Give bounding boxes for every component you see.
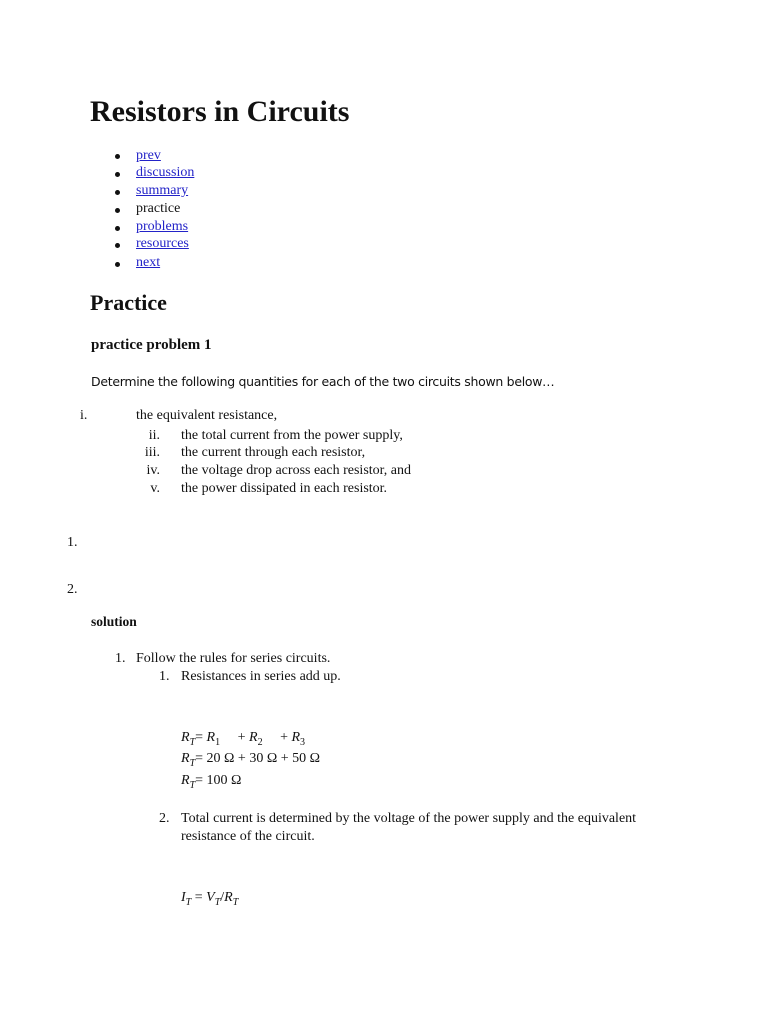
- section-title: Practice: [90, 290, 167, 315]
- eq-var: R: [291, 730, 301, 745]
- bullet-icon: [115, 190, 120, 195]
- equation-rt-sum: [181, 729, 305, 752]
- eq-sub: T: [189, 736, 196, 748]
- eq-op: =: [191, 890, 207, 905]
- circuit-2-number: 2.: [67, 582, 78, 597]
- eq-var: R: [224, 890, 233, 905]
- eq-sub: 2: [257, 736, 263, 748]
- nav-summary[interactable]: summary: [136, 183, 189, 198]
- equation-rt-values: [181, 750, 320, 773]
- list-item: the voltage drop across each resistor, and: [181, 463, 411, 478]
- problem-title: practice problem 1: [91, 337, 212, 353]
- eq-sub: T: [232, 896, 239, 908]
- bullet-icon: [115, 154, 120, 159]
- list-item: the equivalent resistance,: [136, 408, 278, 423]
- substep-text-line1: Total current is determined by the voltage of the power supply and the equivalent: [181, 811, 637, 826]
- bullet-icon: [115, 262, 120, 267]
- eq-rhs: = 20 Ω + 30 Ω + 50 Ω: [195, 751, 321, 766]
- eq-sub: T: [185, 896, 192, 908]
- list-number: iii.: [144, 445, 160, 460]
- eq-op: +: [237, 730, 249, 745]
- bullet-icon: [115, 172, 120, 177]
- equation-it: [181, 889, 238, 912]
- list-item: the current through each resistor,: [181, 445, 366, 460]
- substep-text-line2: resistance of the circuit.: [181, 829, 315, 844]
- eq-sub: T: [189, 757, 196, 769]
- nav-prev[interactable]: prev: [136, 148, 161, 163]
- eq-var: R: [206, 730, 216, 745]
- eq-sub: 1: [215, 736, 221, 748]
- eq-var: R: [181, 773, 190, 788]
- eq-sub: 3: [300, 736, 306, 748]
- solution-label: solution: [91, 614, 137, 629]
- eq-var: I: [181, 890, 186, 905]
- step-number: 1.: [115, 651, 126, 666]
- list-number: v.: [150, 481, 160, 496]
- bullet-icon: [115, 243, 120, 248]
- list-number: iv.: [146, 463, 160, 478]
- nav-practice-current: practice: [136, 201, 181, 216]
- nav-discussion[interactable]: discussion: [136, 165, 195, 180]
- eq-op: =: [195, 730, 207, 745]
- list-item: the total current from the power supply,: [181, 428, 403, 443]
- circuit-1-number: 1.: [67, 535, 78, 550]
- substep-number: 2.: [159, 811, 170, 826]
- substep-number: 1.: [159, 669, 170, 684]
- eq-var: R: [181, 730, 190, 745]
- nav-next[interactable]: next: [136, 255, 161, 270]
- eq-op: /: [220, 890, 225, 905]
- problem-intro: Determine the following quantities for each of the two circuits shown below…: [91, 374, 555, 389]
- list-item: the power dissipated in each resistor.: [181, 481, 388, 496]
- equation-rt-result: [181, 772, 241, 795]
- eq-var: R: [249, 730, 258, 745]
- step-text: Follow the rules for series circuits.: [136, 651, 331, 666]
- bullet-icon: [115, 226, 120, 231]
- eq-rhs: = 100 Ω: [195, 773, 242, 788]
- eq-sub: T: [189, 779, 196, 791]
- nav-problems[interactable]: problems: [136, 219, 189, 234]
- page-title: Resistors in Circuits: [90, 95, 350, 128]
- list-number: ii.: [148, 428, 160, 443]
- eq-var: R: [181, 751, 190, 766]
- list-number: i.: [80, 408, 88, 423]
- eq-op: +: [280, 730, 292, 745]
- nav-resources[interactable]: resources: [136, 236, 189, 251]
- eq-var: V: [206, 890, 215, 905]
- bullet-icon: [115, 208, 120, 213]
- eq-sub: T: [214, 896, 221, 908]
- substep-text: Resistances in series add up.: [181, 669, 341, 684]
